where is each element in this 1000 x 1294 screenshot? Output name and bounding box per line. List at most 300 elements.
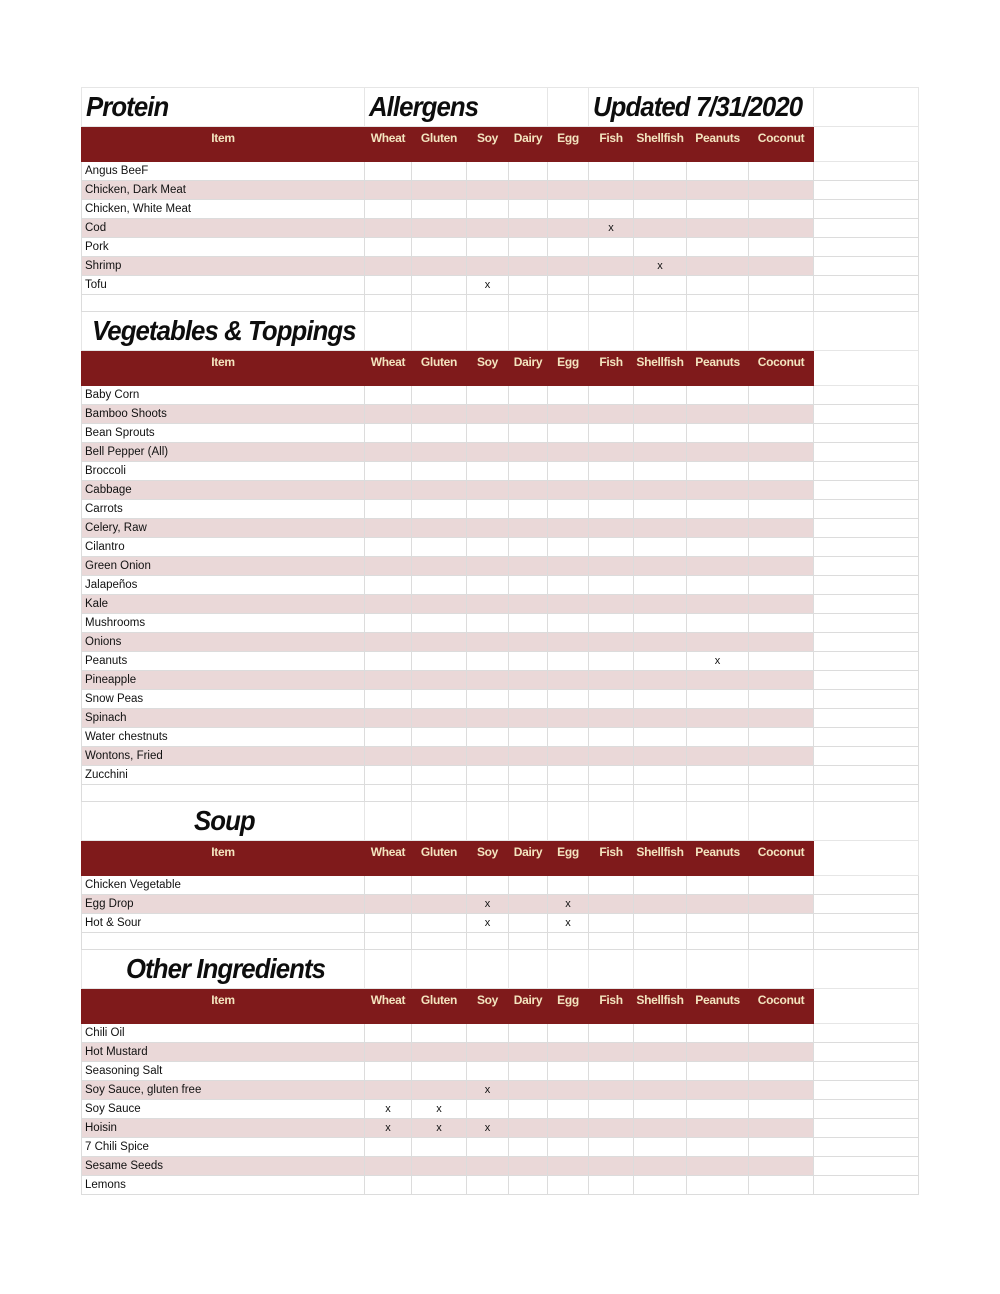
- allergen-mark: [634, 519, 687, 538]
- item-name: Zucchini: [82, 766, 365, 785]
- allergen-mark: [634, 500, 687, 519]
- allergen-mark: [548, 747, 589, 766]
- allergen-mark: [589, 876, 634, 895]
- allergen-mark: [365, 914, 412, 933]
- allergen-mark: [589, 652, 634, 671]
- allergen-mark: [589, 519, 634, 538]
- column-header-fish: Fish: [589, 127, 634, 162]
- allergen-mark: [687, 276, 749, 295]
- allergen-mark: [509, 386, 548, 405]
- blank-cell: [814, 500, 919, 519]
- allergen-mark: [634, 200, 687, 219]
- allergen-mark: [548, 424, 589, 443]
- table-row: [82, 728, 919, 747]
- allergen-mark: [589, 238, 634, 257]
- table-row: [82, 481, 919, 500]
- allergen-mark: [634, 766, 687, 785]
- allergen-mark: [589, 633, 634, 652]
- allergen-mark: [634, 1062, 687, 1081]
- allergen-mark: [412, 276, 467, 295]
- table-row: [82, 424, 919, 443]
- blank-cell: [589, 295, 634, 312]
- allergen-mark: [548, 1176, 589, 1195]
- item-name: Chili Oil: [82, 1024, 365, 1043]
- item-name: Pork: [82, 238, 365, 257]
- table-row: [82, 652, 919, 671]
- allergen-mark: [749, 238, 814, 257]
- blank-cell: [814, 162, 919, 181]
- table-row: [82, 876, 919, 895]
- allergen-mark: [687, 257, 749, 276]
- allergen-mark: [589, 709, 634, 728]
- allergen-mark: [509, 1176, 548, 1195]
- allergen-mark: [634, 481, 687, 500]
- allergen-mark: [365, 1081, 412, 1100]
- allergen-mark: x: [548, 895, 589, 914]
- blank-cell: [509, 312, 548, 351]
- allergen-mark: x: [467, 895, 509, 914]
- allergen-mark: [687, 614, 749, 633]
- allergen-mark: [749, 1043, 814, 1062]
- allergen-mark: [749, 652, 814, 671]
- allergen-mark: [467, 200, 509, 219]
- allergen-mark: [365, 671, 412, 690]
- allergen-mark: [634, 876, 687, 895]
- allergen-mark: [634, 219, 687, 238]
- allergen-mark: [634, 1081, 687, 1100]
- allergen-mark: [509, 1157, 548, 1176]
- allergen-mark: [412, 914, 467, 933]
- allergen-mark: [634, 576, 687, 595]
- item-name: Celery, Raw: [82, 519, 365, 538]
- allergen-mark: x: [412, 1100, 467, 1119]
- table-row: [82, 895, 919, 914]
- allergen-mark: [589, 500, 634, 519]
- allergen-mark: [634, 614, 687, 633]
- item-name: Cod: [82, 219, 365, 238]
- section-title: Soup: [194, 805, 255, 836]
- blank-cell: [814, 1024, 919, 1043]
- item-name: Egg Drop: [82, 895, 365, 914]
- allergen-mark: [412, 405, 467, 424]
- item-name: Wontons, Fried: [82, 747, 365, 766]
- allergen-mark: [687, 1119, 749, 1138]
- blank-cell: [814, 1157, 919, 1176]
- allergen-mark: [412, 614, 467, 633]
- allergen-mark: [687, 500, 749, 519]
- allergen-mark: [687, 1043, 749, 1062]
- table-row: [82, 747, 919, 766]
- allergen-mark: [509, 576, 548, 595]
- allergen-mark: [634, 405, 687, 424]
- allergen-mark: [467, 386, 509, 405]
- column-header-wheat: Wheat: [365, 841, 412, 876]
- table-row: [82, 914, 919, 933]
- allergen-mark: [467, 443, 509, 462]
- allergen-mark: [749, 219, 814, 238]
- allergen-sheet: [81, 87, 918, 1195]
- allergen-mark: [589, 614, 634, 633]
- allergen-mark: [589, 1081, 634, 1100]
- allergen-mark: [509, 614, 548, 633]
- blank-cell: [589, 950, 634, 989]
- blank-cell: [687, 312, 749, 351]
- section-title-row: [82, 950, 919, 989]
- allergen-mark: [365, 386, 412, 405]
- allergen-mark: [634, 557, 687, 576]
- blank-cell: [589, 312, 634, 351]
- allergen-mark: [467, 728, 509, 747]
- allergen-mark: [467, 1043, 509, 1062]
- allergen-mark: [412, 519, 467, 538]
- allergen-mark: [365, 690, 412, 709]
- allergen-mark: [548, 219, 589, 238]
- allergen-mark: [589, 538, 634, 557]
- blank-cell: [467, 785, 509, 802]
- blank-cell: [814, 709, 919, 728]
- allergen-mark: [687, 200, 749, 219]
- blank-cell: [814, 127, 919, 162]
- allergen-mark: [509, 500, 548, 519]
- column-header-peanuts: Peanuts: [687, 841, 749, 876]
- allergen-mark: [749, 1024, 814, 1043]
- allergen-mark: [687, 1024, 749, 1043]
- allergen-mark: [634, 1024, 687, 1043]
- column-header-peanuts: Peanuts: [687, 351, 749, 386]
- allergen-mark: [467, 709, 509, 728]
- blank-cell: [814, 257, 919, 276]
- table-row: [82, 576, 919, 595]
- allergen-mark: [749, 1100, 814, 1119]
- blank-cell: [814, 1138, 919, 1157]
- allergen-mark: [589, 162, 634, 181]
- allergen-mark: x: [365, 1119, 412, 1138]
- allergen-mark: [548, 462, 589, 481]
- allergen-mark: [634, 728, 687, 747]
- allergen-mark: [412, 481, 467, 500]
- allergen-mark: [634, 386, 687, 405]
- allergen-mark: [365, 443, 412, 462]
- allergen-mark: [749, 766, 814, 785]
- table-row: [82, 671, 919, 690]
- allergen-mark: [412, 200, 467, 219]
- allergen-mark: [412, 162, 467, 181]
- allergen-mark: [467, 614, 509, 633]
- allergen-mark: [509, 443, 548, 462]
- table-row: [82, 1081, 919, 1100]
- protein-title: Protein: [86, 91, 169, 122]
- allergen-mark: [548, 1138, 589, 1157]
- section-title-cell: [82, 802, 365, 841]
- table-row: [82, 690, 919, 709]
- item-name: Cabbage: [82, 481, 365, 500]
- allergen-mark: [687, 576, 749, 595]
- allergen-mark: [548, 728, 589, 747]
- table-row: [82, 709, 919, 728]
- blank-cell: [82, 295, 365, 312]
- allergen-mark: [589, 671, 634, 690]
- allergen-mark: [634, 162, 687, 181]
- table-row: [82, 766, 919, 785]
- blank-cell: [814, 895, 919, 914]
- allergen-mark: x: [589, 219, 634, 238]
- blank-cell: [548, 295, 589, 312]
- blank-cell: [509, 950, 548, 989]
- allergen-mark: [548, 443, 589, 462]
- blank-cell: [589, 785, 634, 802]
- allergen-mark: [509, 766, 548, 785]
- allergen-mark: [412, 443, 467, 462]
- blank-cell: [814, 652, 919, 671]
- blank-cell: [814, 443, 919, 462]
- item-name: Chicken, Dark Meat: [82, 181, 365, 200]
- table-row: [82, 1176, 919, 1195]
- table-row: [82, 443, 919, 462]
- allergen-mark: [412, 1062, 467, 1081]
- item-name: Hot Mustard: [82, 1043, 365, 1062]
- allergen-mark: x: [687, 652, 749, 671]
- blank-cell: [749, 785, 814, 802]
- allergen-mark: [365, 1024, 412, 1043]
- allergen-mark: [509, 481, 548, 500]
- allergen-mark: [509, 181, 548, 200]
- item-name: Broccoli: [82, 462, 365, 481]
- allergen-mark: [365, 538, 412, 557]
- allergen-mark: x: [467, 914, 509, 933]
- allergen-mark: [749, 914, 814, 933]
- allergen-mark: [412, 386, 467, 405]
- allergen-mark: [548, 876, 589, 895]
- allergen-mark: [365, 219, 412, 238]
- blank-cell: [467, 312, 509, 351]
- item-name: Hoisin: [82, 1119, 365, 1138]
- allergen-mark: [365, 481, 412, 500]
- allergen-mark: [634, 181, 687, 200]
- column-header-dairy: Dairy: [509, 989, 548, 1024]
- item-name: Pineapple: [82, 671, 365, 690]
- allergen-mark: [509, 595, 548, 614]
- allergen-mark: [412, 1024, 467, 1043]
- allergen-mark: [548, 500, 589, 519]
- blank-cell: [365, 950, 412, 989]
- allergen-mark: [548, 1062, 589, 1081]
- allergen-mark: [749, 538, 814, 557]
- allergen-mark: [687, 219, 749, 238]
- allergen-mark: [412, 462, 467, 481]
- blank-cell: [365, 295, 412, 312]
- blank-cell: [412, 802, 467, 841]
- allergen-mark: x: [467, 1119, 509, 1138]
- spacer-row: [82, 933, 919, 950]
- allergen-mark: [467, 424, 509, 443]
- allergen-mark: [589, 1138, 634, 1157]
- allergen-mark: [687, 238, 749, 257]
- blank-cell: [814, 633, 919, 652]
- allergen-mark: [548, 181, 589, 200]
- blank-cell: [814, 595, 919, 614]
- column-header-dairy: Dairy: [509, 351, 548, 386]
- allergen-mark: [687, 443, 749, 462]
- allergen-mark: [509, 1081, 548, 1100]
- allergen-mark: [412, 238, 467, 257]
- allergen-mark: [634, 595, 687, 614]
- allergen-mark: [749, 181, 814, 200]
- allergen-mark: [509, 405, 548, 424]
- blank-cell: [548, 312, 589, 351]
- allergen-mark: [589, 1157, 634, 1176]
- allergen-mark: [412, 747, 467, 766]
- allergen-mark: [365, 238, 412, 257]
- allergen-mark: [589, 424, 634, 443]
- allergen-mark: [467, 238, 509, 257]
- allergen-mark: [687, 1157, 749, 1176]
- table-row: [82, 1138, 919, 1157]
- item-name: 7 Chili Spice: [82, 1138, 365, 1157]
- allergen-mark: [589, 481, 634, 500]
- allergen-mark: [589, 895, 634, 914]
- table-row: [82, 1100, 919, 1119]
- allergen-mark: [749, 200, 814, 219]
- table-row: [82, 614, 919, 633]
- blank-cell: [412, 312, 467, 351]
- allergen-mark: [749, 162, 814, 181]
- allergen-mark: [365, 405, 412, 424]
- allergen-mark: [687, 386, 749, 405]
- allergen-mark: [365, 576, 412, 595]
- allergen-mark: [467, 747, 509, 766]
- table-row: [82, 500, 919, 519]
- allergen-mark: [509, 424, 548, 443]
- item-name: Bean Sprouts: [82, 424, 365, 443]
- allergen-mark: [548, 405, 589, 424]
- allergen-mark: [749, 481, 814, 500]
- allergen-mark: [749, 257, 814, 276]
- allergen-mark: [467, 652, 509, 671]
- allergen-mark: [509, 162, 548, 181]
- allergen-mark: [509, 1043, 548, 1062]
- allergen-mark: [365, 876, 412, 895]
- section-title-cell: [82, 950, 365, 989]
- table-row: [82, 519, 919, 538]
- blank-cell: [814, 386, 919, 405]
- blank-cell: [634, 802, 687, 841]
- allergen-mark: [467, 633, 509, 652]
- blank-cell: [687, 785, 749, 802]
- allergen-mark: [365, 728, 412, 747]
- allergen-mark: [634, 462, 687, 481]
- allergen-mark: [589, 747, 634, 766]
- allergen-mark: [749, 876, 814, 895]
- allergen-mark: [467, 1024, 509, 1043]
- allergen-mark: [589, 914, 634, 933]
- allergen-mark: [365, 200, 412, 219]
- allergen-mark: [634, 1138, 687, 1157]
- allergen-mark: [634, 238, 687, 257]
- allergen-mark: [589, 1119, 634, 1138]
- allergen-mark: [365, 652, 412, 671]
- updated-title-cell: [589, 88, 814, 127]
- column-header-shellfish: Shellfish: [634, 989, 687, 1024]
- allergen-mark: [589, 595, 634, 614]
- allergen-mark: [589, 181, 634, 200]
- allergen-mark: [634, 895, 687, 914]
- allergen-mark: [634, 652, 687, 671]
- allergen-mark: x: [365, 1100, 412, 1119]
- allergen-mark: [365, 1138, 412, 1157]
- allergen-mark: [687, 1081, 749, 1100]
- allergen-mark: [509, 538, 548, 557]
- allergen-mark: [365, 747, 412, 766]
- allergen-mark: x: [412, 1119, 467, 1138]
- blank-cell: [467, 933, 509, 950]
- table-row: [82, 538, 919, 557]
- allergen-mark: [365, 276, 412, 295]
- allergen-mark: [412, 257, 467, 276]
- allergen-mark: [412, 1081, 467, 1100]
- table-row: [82, 557, 919, 576]
- blank-cell: [814, 1062, 919, 1081]
- blank-cell: [687, 950, 749, 989]
- blank-cell: [589, 933, 634, 950]
- blank-cell: [814, 481, 919, 500]
- column-header-shellfish: Shellfish: [634, 127, 687, 162]
- allergen-mark: [509, 709, 548, 728]
- allergen-mark: [548, 766, 589, 785]
- blank-cell: [509, 802, 548, 841]
- blank-cell: [814, 1100, 919, 1119]
- blank-cell: [467, 950, 509, 989]
- allergen-mark: [509, 557, 548, 576]
- table-row: [82, 1157, 919, 1176]
- column-header-wheat: Wheat: [365, 989, 412, 1024]
- allergen-mark: [548, 633, 589, 652]
- allergen-mark: [365, 1176, 412, 1195]
- allergen-mark: [467, 257, 509, 276]
- allergen-mark: [687, 162, 749, 181]
- blank-cell: [509, 295, 548, 312]
- allergen-mark: [509, 238, 548, 257]
- allergen-mark: [509, 519, 548, 538]
- blank-cell: [814, 312, 919, 351]
- allergen-mark: [365, 1043, 412, 1062]
- spacer-row: [82, 295, 919, 312]
- allergen-mark: [412, 652, 467, 671]
- item-name: Chicken Vegetable: [82, 876, 365, 895]
- spacer-row: [82, 785, 919, 802]
- allergen-mark: [589, 386, 634, 405]
- table-row: [82, 276, 919, 295]
- allergen-mark: [412, 219, 467, 238]
- column-header-item: Item: [82, 841, 365, 876]
- allergen-mark: [749, 386, 814, 405]
- allergen-mark: [467, 500, 509, 519]
- allergen-mark: [749, 633, 814, 652]
- blank-cell: [412, 295, 467, 312]
- allergen-mark: [687, 481, 749, 500]
- allergen-mark: [365, 1157, 412, 1176]
- allergen-mark: [749, 614, 814, 633]
- table-row: [82, 1119, 919, 1138]
- allergen-mark: [365, 633, 412, 652]
- allergen-mark: [687, 633, 749, 652]
- blank-cell: [814, 1081, 919, 1100]
- allergen-mark: [509, 257, 548, 276]
- allergen-mark: [749, 1176, 814, 1195]
- allergen-mark: [589, 728, 634, 747]
- allergen-mark: [509, 1024, 548, 1043]
- blank-cell: [814, 557, 919, 576]
- blank-cell: [814, 519, 919, 538]
